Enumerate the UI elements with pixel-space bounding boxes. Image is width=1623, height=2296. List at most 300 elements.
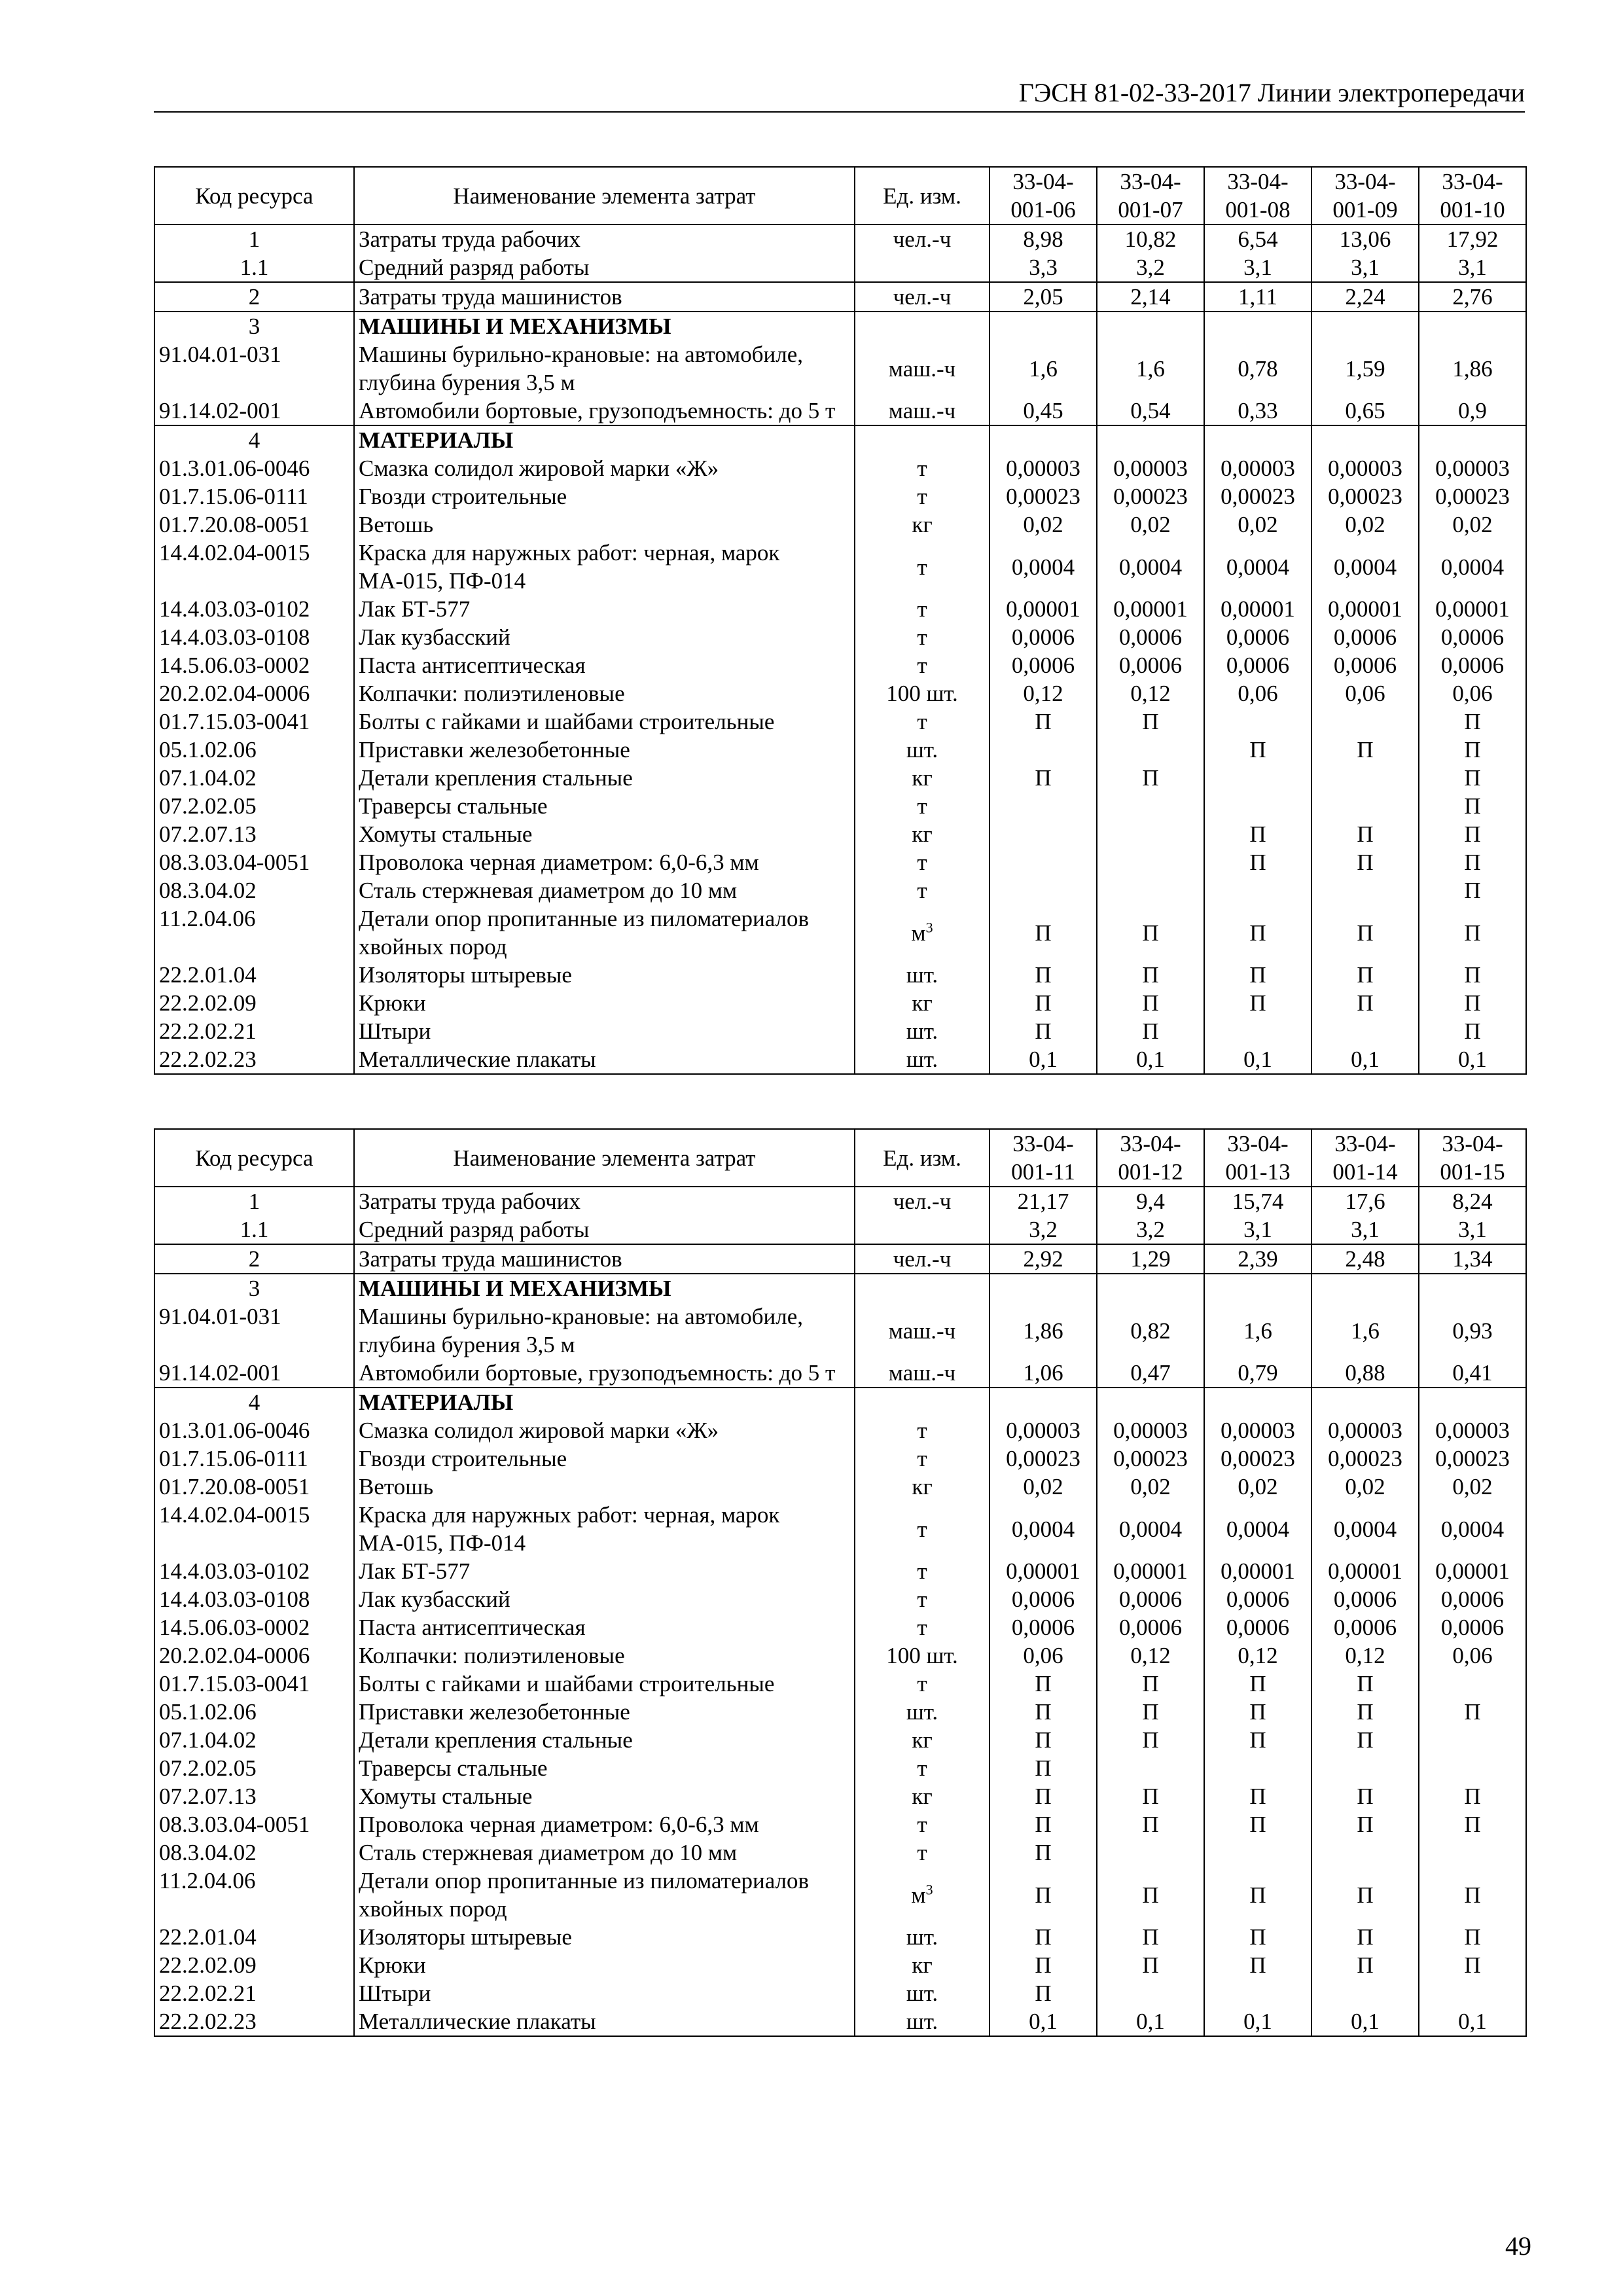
unit-label: т bbox=[917, 653, 927, 678]
unit-cell bbox=[855, 397, 990, 425]
rate-value: 0,0006 bbox=[990, 623, 1097, 651]
table-row bbox=[154, 679, 1526, 708]
rate-value: 0,0006 bbox=[1097, 623, 1204, 651]
rate-value: 0,02 bbox=[990, 511, 1097, 539]
resource-name: Средний разряд работы bbox=[354, 253, 855, 282]
rate-value: 0,00023 bbox=[1311, 1444, 1419, 1473]
unit-label: шт. bbox=[906, 1924, 938, 1950]
rate-value bbox=[1097, 1754, 1204, 1782]
resource-name: Металлические плакаты bbox=[354, 2007, 855, 2036]
rate-value: 0,00001 bbox=[990, 1557, 1097, 1585]
unit-label: т bbox=[917, 878, 927, 903]
rate-value: П bbox=[1419, 1810, 1526, 1839]
table-row bbox=[154, 1839, 1526, 1867]
unit-cell bbox=[855, 1754, 990, 1782]
rate-value: 0,0004 bbox=[1204, 539, 1311, 595]
table-row bbox=[154, 708, 1526, 736]
unit-label: т bbox=[917, 456, 927, 481]
resource-name: Колпачки: полиэтиленовые bbox=[354, 1641, 855, 1670]
rate-value: 0,00003 bbox=[990, 1416, 1097, 1444]
rate-value: 0,12 bbox=[1097, 1641, 1204, 1670]
rate-value: 0,02 bbox=[1311, 511, 1419, 539]
rate-value: 0,45 bbox=[990, 397, 1097, 425]
unit-cell bbox=[855, 1613, 990, 1641]
rate-value: 8,98 bbox=[990, 224, 1097, 253]
table-row bbox=[154, 1613, 1526, 1641]
rate-value bbox=[1311, 425, 1419, 454]
rate-value: П bbox=[1311, 1867, 1419, 1923]
unit-label: т bbox=[917, 850, 927, 875]
resource-code: 14.4.03.03-0108 bbox=[154, 623, 354, 651]
unit-label: м bbox=[911, 920, 926, 946]
resource-code: 07.2.07.13 bbox=[154, 1782, 354, 1810]
rate-value: 13,06 bbox=[1311, 224, 1419, 253]
unit-cell bbox=[855, 820, 990, 848]
rate-value: 0,00001 bbox=[1097, 1557, 1204, 1585]
rate-value bbox=[1419, 1726, 1526, 1754]
rate-value: П bbox=[1419, 1017, 1526, 1045]
rate-value: 0,0006 bbox=[990, 1613, 1097, 1641]
unit-label: кг bbox=[912, 1474, 933, 1499]
resource-name: Автомобили бортовые, грузоподъемность: до 5 т bbox=[354, 1359, 855, 1388]
rate-value: 0,00001 bbox=[1204, 1557, 1311, 1585]
resource-name: Болты с гайками и шайбами строительные bbox=[354, 1670, 855, 1698]
rate-value: П bbox=[1097, 1726, 1204, 1754]
rate-value: П bbox=[990, 1726, 1097, 1754]
rate-value bbox=[990, 425, 1097, 454]
rate-value bbox=[990, 1388, 1097, 1416]
rate-value: 2,76 bbox=[1419, 282, 1526, 312]
rate-value: 0,0004 bbox=[1419, 1501, 1526, 1557]
unit-cell bbox=[855, 679, 990, 708]
resource-code: 14.4.03.03-0102 bbox=[154, 1557, 354, 1585]
unit-label: чел.-ч bbox=[893, 1246, 952, 1272]
table-header-row bbox=[154, 167, 1526, 224]
rate-value bbox=[1204, 1388, 1311, 1416]
unit-superscript: 3 bbox=[925, 1880, 933, 1897]
rate-value bbox=[1097, 876, 1204, 905]
unit-cell bbox=[855, 1244, 990, 1274]
unit-cell bbox=[855, 905, 990, 961]
resource-code: 22.2.02.23 bbox=[154, 2007, 354, 2036]
resource-code: 05.1.02.06 bbox=[154, 736, 354, 764]
table-row bbox=[154, 1641, 1526, 1670]
rate-value: П bbox=[1419, 792, 1526, 820]
unit-label: т bbox=[917, 1446, 927, 1471]
rate-value: П bbox=[1311, 848, 1419, 876]
rate-value: 1,11 bbox=[1204, 282, 1311, 312]
rate-value: П bbox=[1097, 1951, 1204, 1979]
resource-name: Приставки железобетонные bbox=[354, 736, 855, 764]
rate-value: П bbox=[1419, 736, 1526, 764]
rate-value: П bbox=[1204, 1867, 1311, 1923]
rate-value: П bbox=[990, 1923, 1097, 1951]
table-row bbox=[154, 905, 1526, 961]
rate-value: П bbox=[1204, 820, 1311, 848]
resource-name: Краска для наружных работ: черная, марок МА-015, ПФ-014 bbox=[354, 1501, 855, 1557]
rate-value: П bbox=[990, 1782, 1097, 1810]
rate-value: 1,59 bbox=[1311, 340, 1419, 397]
rate-value: П bbox=[990, 1839, 1097, 1867]
col-header-code: Код ресурса bbox=[154, 167, 354, 224]
unit-cell bbox=[855, 1444, 990, 1473]
unit-cell bbox=[855, 1017, 990, 1045]
table-row bbox=[154, 1017, 1526, 1045]
rate-value: 0,00001 bbox=[1311, 595, 1419, 623]
rate-value: П bbox=[1097, 708, 1204, 736]
rate-value: 0,00003 bbox=[1311, 454, 1419, 482]
unit-cell bbox=[855, 454, 990, 482]
rate-value: 0,88 bbox=[1311, 1359, 1419, 1388]
table-row bbox=[154, 961, 1526, 989]
unit-label: т bbox=[917, 1812, 927, 1837]
rate-value: 3,3 bbox=[990, 253, 1097, 282]
resource-code: 01.7.20.08-0051 bbox=[154, 1473, 354, 1501]
rate-value: П bbox=[1097, 905, 1204, 961]
rate-value: П bbox=[1311, 989, 1419, 1017]
unit-label: шт. bbox=[906, 1699, 938, 1725]
unit-label: т bbox=[917, 1516, 927, 1542]
rate-value: 3,2 bbox=[1097, 253, 1204, 282]
unit-label: т bbox=[917, 1840, 927, 1865]
resource-name: Лак БТ-577 bbox=[354, 595, 855, 623]
rate-value: 0,0006 bbox=[1311, 623, 1419, 651]
resource-name: Лак кузбасский bbox=[354, 1585, 855, 1613]
rate-value: 0,78 bbox=[1204, 340, 1311, 397]
rate-value bbox=[1097, 1388, 1204, 1416]
rate-value bbox=[1311, 1754, 1419, 1782]
resource-code: 08.3.03.04-0051 bbox=[154, 848, 354, 876]
rate-value bbox=[1204, 708, 1311, 736]
rate-value: П bbox=[1097, 961, 1204, 989]
unit-label: шт. bbox=[906, 1981, 938, 2006]
table-row bbox=[154, 595, 1526, 623]
rate-value: П bbox=[1419, 961, 1526, 989]
rate-value bbox=[1097, 312, 1204, 340]
table-row bbox=[154, 482, 1526, 511]
unit-cell bbox=[855, 1585, 990, 1613]
table-row bbox=[154, 397, 1526, 425]
col-header-rate-2: 33-04-001-12 bbox=[1097, 1129, 1204, 1187]
rate-value bbox=[1204, 312, 1311, 340]
resource-name: Детали крепления стальные bbox=[354, 1726, 855, 1754]
rate-value bbox=[1419, 425, 1526, 454]
rate-value: П bbox=[1311, 1670, 1419, 1698]
rate-value bbox=[1419, 1670, 1526, 1698]
table-row bbox=[154, 1359, 1526, 1388]
resource-code: 07.1.04.02 bbox=[154, 764, 354, 792]
rate-value: 1,34 bbox=[1419, 1244, 1526, 1274]
unit-cell bbox=[855, 340, 990, 397]
rate-value: 0,00003 bbox=[1097, 1416, 1204, 1444]
rate-value bbox=[1311, 764, 1419, 792]
resource-name: Траверсы стальные bbox=[354, 792, 855, 820]
rate-value bbox=[1311, 1017, 1419, 1045]
rate-value: 0,0006 bbox=[1204, 1613, 1311, 1641]
unit-cell bbox=[855, 792, 990, 820]
rate-value: 0,79 bbox=[1204, 1359, 1311, 1388]
resource-name: Лак БТ-577 bbox=[354, 1557, 855, 1585]
unit-cell bbox=[855, 224, 990, 253]
unit-label: т bbox=[917, 793, 927, 819]
rate-value: 0,1 bbox=[1204, 2007, 1311, 2036]
unit-label: кг bbox=[912, 1784, 933, 1809]
table-row bbox=[154, 623, 1526, 651]
rate-value: 0,93 bbox=[1419, 1302, 1526, 1359]
table-row bbox=[154, 1045, 1526, 1074]
rate-value: 0,41 bbox=[1419, 1359, 1526, 1388]
unit-label: т bbox=[917, 1558, 927, 1584]
unit-cell bbox=[855, 764, 990, 792]
rate-value: 0,0006 bbox=[1419, 1613, 1526, 1641]
unit-label: т bbox=[917, 1615, 927, 1640]
table-row bbox=[154, 1867, 1526, 1923]
resource-code: 91.14.02-001 bbox=[154, 1359, 354, 1388]
rate-value: 0,00001 bbox=[1204, 595, 1311, 623]
col-header-code: Код ресурса bbox=[154, 1129, 354, 1187]
rate-value: 0,12 bbox=[1204, 1641, 1311, 1670]
table-row bbox=[154, 1979, 1526, 2007]
resource-name: Автомобили бортовые, грузоподъемность: до 5 т bbox=[354, 397, 855, 425]
resource-name: МАТЕРИАЛЫ bbox=[354, 1388, 855, 1416]
rate-value: 0,0006 bbox=[1204, 1585, 1311, 1613]
rate-value bbox=[1097, 736, 1204, 764]
rate-value: 2,24 bbox=[1311, 282, 1419, 312]
rate-value: П bbox=[1311, 1782, 1419, 1810]
rate-value: 1,29 bbox=[1097, 1244, 1204, 1274]
unit-cell bbox=[855, 425, 990, 454]
rate-value: 0,1 bbox=[1311, 2007, 1419, 2036]
rate-value bbox=[1311, 1388, 1419, 1416]
table-row bbox=[154, 454, 1526, 482]
unit-cell bbox=[855, 961, 990, 989]
col-header-rate-1: 33-04-001-06 bbox=[990, 167, 1097, 224]
resource-code: 01.7.15.03-0041 bbox=[154, 708, 354, 736]
rate-value: 0,00003 bbox=[1097, 454, 1204, 482]
resource-code: 1 bbox=[154, 224, 354, 253]
resource-name: Затраты труда рабочих bbox=[354, 1187, 855, 1215]
resource-code: 22.2.02.09 bbox=[154, 989, 354, 1017]
rate-value: 0,02 bbox=[1419, 511, 1526, 539]
rate-value: 0,00023 bbox=[990, 482, 1097, 511]
rate-value: 0,00023 bbox=[1204, 482, 1311, 511]
rate-value: 0,54 bbox=[1097, 397, 1204, 425]
resource-name: Траверсы стальные bbox=[354, 1754, 855, 1782]
rate-value bbox=[990, 876, 1097, 905]
rate-value bbox=[1419, 1754, 1526, 1782]
rate-value: 0,0004 bbox=[990, 1501, 1097, 1557]
rate-value: 0,02 bbox=[1419, 1473, 1526, 1501]
unit-cell bbox=[855, 1302, 990, 1359]
unit-cell bbox=[855, 1045, 990, 1074]
rate-value: П bbox=[1204, 1951, 1311, 1979]
unit-label: 100 шт. bbox=[886, 681, 958, 706]
rate-value: 0,1 bbox=[1097, 2007, 1204, 2036]
resource-code: 14.5.06.03-0002 bbox=[154, 1613, 354, 1641]
rate-value: 0,0006 bbox=[1097, 1585, 1204, 1613]
rate-value: П bbox=[1419, 1698, 1526, 1726]
rate-value: 2,14 bbox=[1097, 282, 1204, 312]
rate-value: П bbox=[1204, 848, 1311, 876]
rate-value: П bbox=[1097, 1670, 1204, 1698]
unit-label: шт. bbox=[906, 1047, 938, 1072]
table-row bbox=[154, 253, 1526, 282]
rate-value: 3,1 bbox=[1311, 1215, 1419, 1244]
table-row bbox=[154, 736, 1526, 764]
rate-value: П bbox=[1311, 961, 1419, 989]
col-header-rate-4: 33-04-001-09 bbox=[1311, 167, 1419, 224]
resource-name: Приставки железобетонные bbox=[354, 1698, 855, 1726]
document-title: ГЭСН 81-02-33-2017 Линии электропередачи bbox=[1018, 78, 1525, 107]
col-header-rate-3: 33-04-001-13 bbox=[1204, 1129, 1311, 1187]
rate-value: П bbox=[990, 1670, 1097, 1698]
resource-name: Штыри bbox=[354, 1979, 855, 2007]
rate-value: П bbox=[1204, 736, 1311, 764]
table-row bbox=[154, 425, 1526, 454]
rate-value: 21,17 bbox=[990, 1187, 1097, 1215]
resource-code: 07.2.02.05 bbox=[154, 792, 354, 820]
rate-value bbox=[1204, 876, 1311, 905]
unit-cell bbox=[855, 539, 990, 595]
resource-code: 11.2.04.06 bbox=[154, 905, 354, 961]
resource-code: 05.1.02.06 bbox=[154, 1698, 354, 1726]
rate-value: 0,1 bbox=[1097, 1045, 1204, 1074]
rate-value: П bbox=[1311, 1698, 1419, 1726]
col-header-rate-4: 33-04-001-14 bbox=[1311, 1129, 1419, 1187]
rate-value: П bbox=[990, 708, 1097, 736]
unit-label: т bbox=[917, 1755, 927, 1781]
rate-value: 0,0006 bbox=[1204, 623, 1311, 651]
table-row bbox=[154, 1923, 1526, 1951]
rate-value bbox=[1419, 312, 1526, 340]
unit-cell bbox=[855, 1501, 990, 1557]
resource-name: Детали крепления стальные bbox=[354, 764, 855, 792]
rate-value: 2,92 bbox=[990, 1244, 1097, 1274]
rate-value: П bbox=[1419, 708, 1526, 736]
resource-code: 01.7.15.03-0041 bbox=[154, 1670, 354, 1698]
resource-name: Машины бурильно-крановые: на автомобиле, глубина бурения 3,5 м bbox=[354, 340, 855, 397]
rate-value: 0,02 bbox=[1097, 511, 1204, 539]
unit-label: маш.-ч bbox=[888, 355, 956, 382]
resource-name: Болты с гайками и шайбами строительные bbox=[354, 708, 855, 736]
rate-value: П bbox=[990, 1867, 1097, 1923]
unit-label: кг bbox=[912, 1727, 933, 1753]
rate-value: П bbox=[1419, 1951, 1526, 1979]
rate-value: П bbox=[1204, 1923, 1311, 1951]
resource-code: 20.2.02.04-0006 bbox=[154, 679, 354, 708]
resource-code: 22.2.02.21 bbox=[154, 1017, 354, 1045]
rate-value: П bbox=[1419, 820, 1526, 848]
rate-value: 0,0004 bbox=[1419, 539, 1526, 595]
resource-code: 91.04.01-031 bbox=[154, 1302, 354, 1359]
unit-label: чел.-ч bbox=[893, 284, 952, 310]
page-number: 49 bbox=[1505, 2231, 1531, 2261]
resource-name: Сталь стержневая диаметром до 10 мм bbox=[354, 876, 855, 905]
rate-value bbox=[1419, 1388, 1526, 1416]
rate-value bbox=[1204, 1839, 1311, 1867]
rate-value: П bbox=[1097, 989, 1204, 1017]
table-row bbox=[154, 539, 1526, 595]
resource-name: Гвозди строительные bbox=[354, 482, 855, 511]
rate-value: 3,2 bbox=[1097, 1215, 1204, 1244]
resource-code: 22.2.02.09 bbox=[154, 1951, 354, 1979]
rate-value: 0,0006 bbox=[990, 1585, 1097, 1613]
rate-value: 0,0004 bbox=[1204, 1501, 1311, 1557]
resource-code: 22.2.02.23 bbox=[154, 1045, 354, 1074]
unit-label: маш.-ч bbox=[888, 1318, 956, 1344]
resource-code: 01.3.01.06-0046 bbox=[154, 454, 354, 482]
unit-label: т bbox=[917, 554, 927, 580]
rate-value: 0,00003 bbox=[1419, 454, 1526, 482]
unit-cell bbox=[855, 736, 990, 764]
resource-code: 91.14.02-001 bbox=[154, 397, 354, 425]
rate-value: П bbox=[1204, 1670, 1311, 1698]
rate-value: П bbox=[1419, 1782, 1526, 1810]
rate-value: 0,00003 bbox=[990, 454, 1097, 482]
resource-name: Сталь стержневая диаметром до 10 мм bbox=[354, 1839, 855, 1867]
rate-value: 0,00023 bbox=[1311, 482, 1419, 511]
rate-value: П bbox=[1311, 905, 1419, 961]
resource-name: Паста антисептическая bbox=[354, 651, 855, 679]
rate-value: П bbox=[1419, 1923, 1526, 1951]
rate-value: 0,00001 bbox=[1311, 1557, 1419, 1585]
unit-label: т bbox=[917, 624, 927, 650]
rate-value: 0,0004 bbox=[990, 539, 1097, 595]
table-row bbox=[154, 651, 1526, 679]
resource-code: 07.1.04.02 bbox=[154, 1726, 354, 1754]
rate-value: 0,12 bbox=[1311, 1641, 1419, 1670]
resource-code: 11.2.04.06 bbox=[154, 1867, 354, 1923]
rate-value: 1,6 bbox=[1204, 1302, 1311, 1359]
unit-label: м bbox=[911, 1882, 926, 1908]
unit-cell bbox=[855, 482, 990, 511]
rate-value: 0,06 bbox=[1204, 679, 1311, 708]
unit-cell bbox=[855, 511, 990, 539]
unit-cell bbox=[855, 2007, 990, 2036]
rate-value: 0,1 bbox=[990, 1045, 1097, 1074]
resource-name: Детали опор пропитанные из пиломатериалов хвойных пород bbox=[354, 1867, 855, 1923]
rate-value: 0,00023 bbox=[1419, 1444, 1526, 1473]
rate-value bbox=[990, 848, 1097, 876]
table-row bbox=[154, 1187, 1526, 1215]
unit-cell bbox=[855, 253, 990, 282]
rate-value: 3,1 bbox=[1419, 253, 1526, 282]
unit-cell bbox=[855, 1473, 990, 1501]
unit-label: шт. bbox=[906, 2009, 938, 2034]
unit-label: шт. bbox=[906, 962, 938, 988]
resource-code: 1.1 bbox=[154, 1215, 354, 1244]
unit-label: кг bbox=[912, 765, 933, 791]
table-row bbox=[154, 1810, 1526, 1839]
unit-cell bbox=[855, 1839, 990, 1867]
rate-value: П bbox=[990, 1754, 1097, 1782]
unit-cell bbox=[855, 1726, 990, 1754]
resource-code: 22.2.01.04 bbox=[154, 1923, 354, 1951]
rate-value: П bbox=[990, 1017, 1097, 1045]
unit-cell bbox=[855, 282, 990, 312]
rate-value: 0,02 bbox=[1204, 511, 1311, 539]
resource-name: Гвозди строительные bbox=[354, 1444, 855, 1473]
rate-value: 0,06 bbox=[1419, 1641, 1526, 1670]
rate-value bbox=[1419, 1979, 1526, 2007]
unit-cell bbox=[855, 876, 990, 905]
resource-table-2 bbox=[154, 1128, 1527, 2037]
unit-cell bbox=[855, 1187, 990, 1215]
rate-value: 1,6 bbox=[1311, 1302, 1419, 1359]
resource-name: Изоляторы штыревые bbox=[354, 1923, 855, 1951]
resource-name: Металлические плакаты bbox=[354, 1045, 855, 1074]
rate-value bbox=[1097, 792, 1204, 820]
